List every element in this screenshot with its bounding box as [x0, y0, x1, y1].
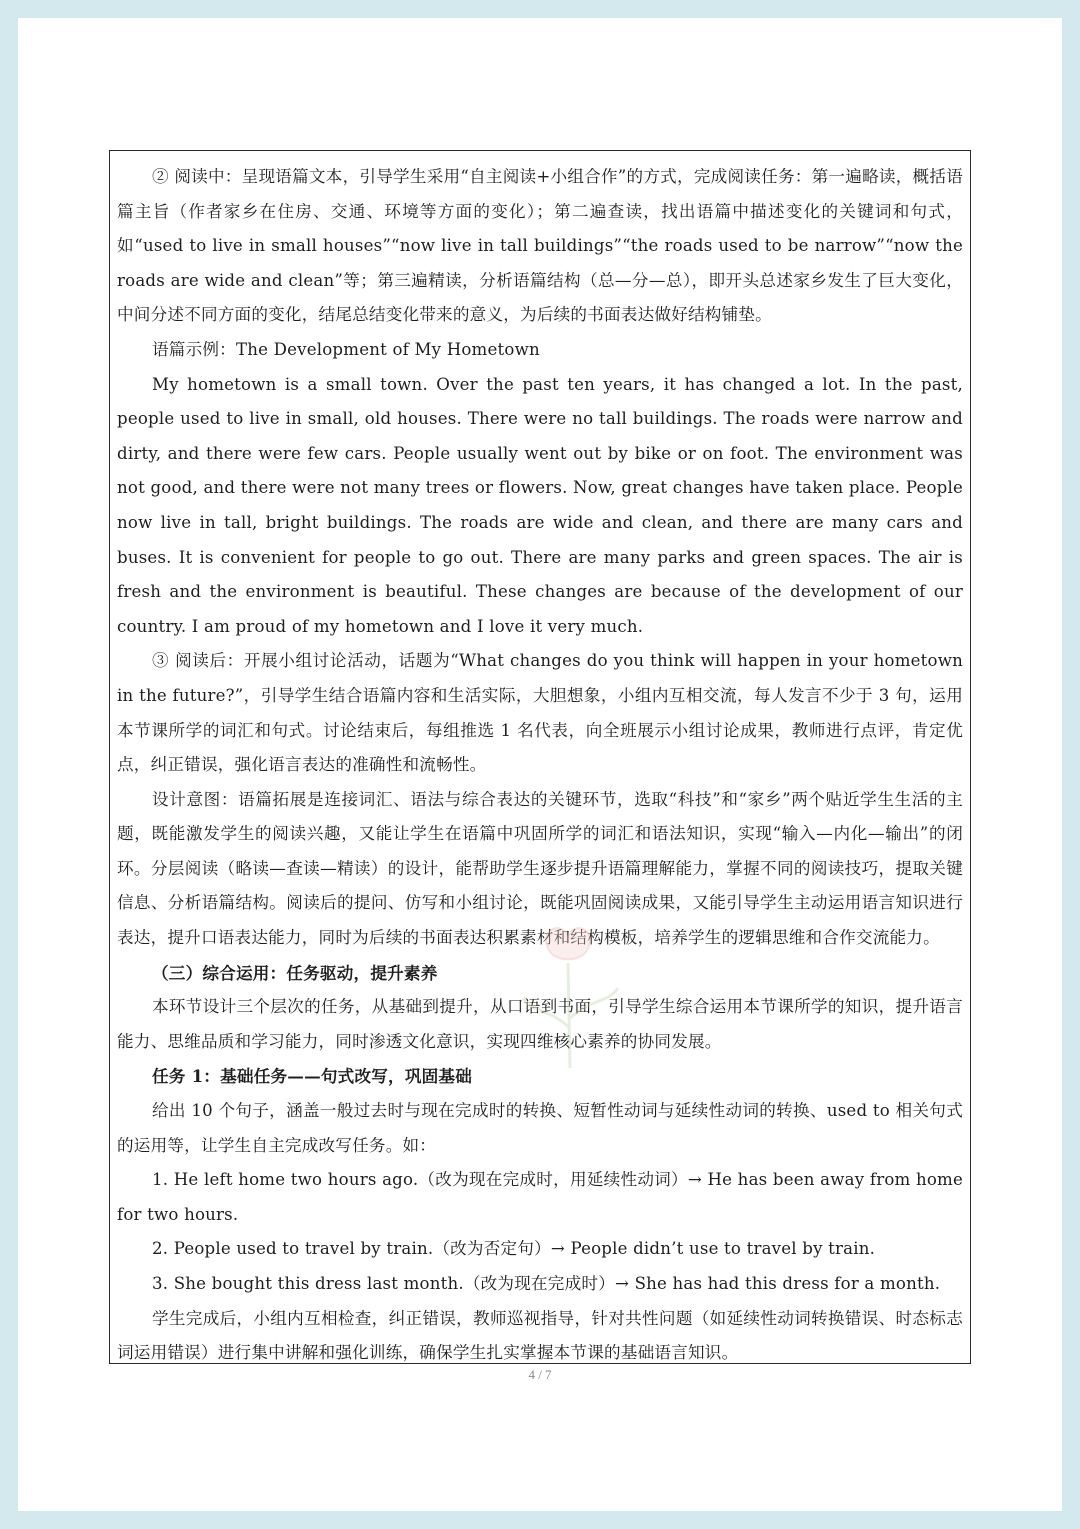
example-item-1: 1. He left home two hours ago.（改为现在完成时，用延续性动词）→ He has been away from home for two hours. [117, 1170, 963, 1224]
paragraph-passage-body: My hometown is a small town. Over the past ten years, it has changed a lot. In the past, people used to live in small, old houses. There were no tall buildings. The roads were narrow and dirty, and there were few cars. People usually went out by bike or on foot. The environment was not good, and there were not many trees or flowers. Now, great changes have taken place. People now live in tall, bright buildings. The roads are wide and clean, and there are many cars and buses. It is convenient for people to go out. There are many parks and green spaces. The air is fresh and the environment is beautiful. These changes are because of the development of our country. I am proud of my hometown and I love it very much. [117, 374, 963, 636]
section-heading: （三）综合运用：任务驱动，提升素养 [152, 962, 438, 983]
paragraph-task-followup: 学生完成后，小组内互相检查，纠正错误，教师巡视指导，针对共性问题（如延续性动词转换错误、时态标志词运用错误）进行集中讲解和强化训练，确保学生扎实掌握本节课的基础语言知识。 [117, 1308, 963, 1363]
document-page [18, 18, 1062, 1511]
paragraph-task-description: 给出 10 个句子，涵盖一般过去时与现在完成时的转换、短暂性动词与延续性动词的转换、used to 相关句式的运用等，让学生自主完成改写任务。如： [117, 1101, 963, 1155]
example-item-2: 2. People used to travel by train.（改为否定句）→ People didn’t use to travel by train. [152, 1239, 876, 1259]
content-body [117, 160, 963, 1371]
page-number: 4 / 7 [528, 1367, 552, 1382]
task-heading: 任务 1：基础任务——句式改写，巩固基础 [152, 1066, 473, 1087]
paragraph-while-reading: ② 阅读中：呈现语篇文本，引导学生采用“自主阅读+小组合作”的方式，完成阅读任务：第一遍略读，概括语篇主旨（作者家乡在住房、交通、环境等方面的变化）；第二遍查读，找出语篇中描述变化的关键词和句式，如“used to live in small houses”“now live in tall buildings”“the roads used to be narrow”“now the roads are wide and clean”等；第三遍精读，分析语篇结构（总—分—总），即开头总述家乡发生了巨大变化，中间分述不同方面的变化，结尾总结变化带来的意义，为后续的书面表达做好结构铺垫。 [117, 167, 963, 325]
watermark-logo [508, 918, 828, 1078]
paragraph-design-intent: 设计意图：语篇拓展是连接词汇、语法与综合表达的关键环节，选取“科技”和“家乡”两个贴近学生生活的主题，既能激发学生的阅读兴趣，又能让学生在语篇中巩固所学的词汇和语法知识，实现“输入—内化—输出”的闭环。分层阅读（略读—查读—精读）的设计，能帮助学生逐步提升语篇理解能力，掌握不同的阅读技巧，提取关键信息、分析语篇结构。阅读后的提问、仿写和小组讨论，既能巩固阅读成果，又能引导学生主动运用语言知识进行表达，提升口语表达能力，同时为后续的书面表达积累素材和结构模板，培养学生的逻辑思维和合作交流能力。 [117, 789, 963, 948]
content-frame [109, 150, 971, 1364]
paragraph-passage-title: 语篇示例：The Development of My Hometown [152, 339, 540, 359]
example-item-3: 3. She bought this dress last month.（改为现在完成时）→ She has had this dress for a month. [152, 1274, 941, 1293]
paragraph-post-reading: ③ 阅读后：开展小组讨论活动，话题为“What changes do you think will happen in your hometown in the future?”，引导学生结合语篇内容和生活实际，大胆想象，小组内互相交流，每人发言不少于 3 句，运用本节课所学的词汇和句式。讨论结束后，每组推选 1 名代表，向全班展示小组讨论成果，教师进行点评，肯定优点，纠正错误，强化语言表达的准确性和流畅性。 [117, 651, 963, 775]
paragraph-section-intro: 本环节设计三个层次的任务，从基础到提升，从口语到书面，引导学生综合运用本节课所学的知识，提升语言能力、思维品质和学习能力，同时渗透文化意识，实现四维核心素养的协同发展。 [117, 997, 963, 1051]
